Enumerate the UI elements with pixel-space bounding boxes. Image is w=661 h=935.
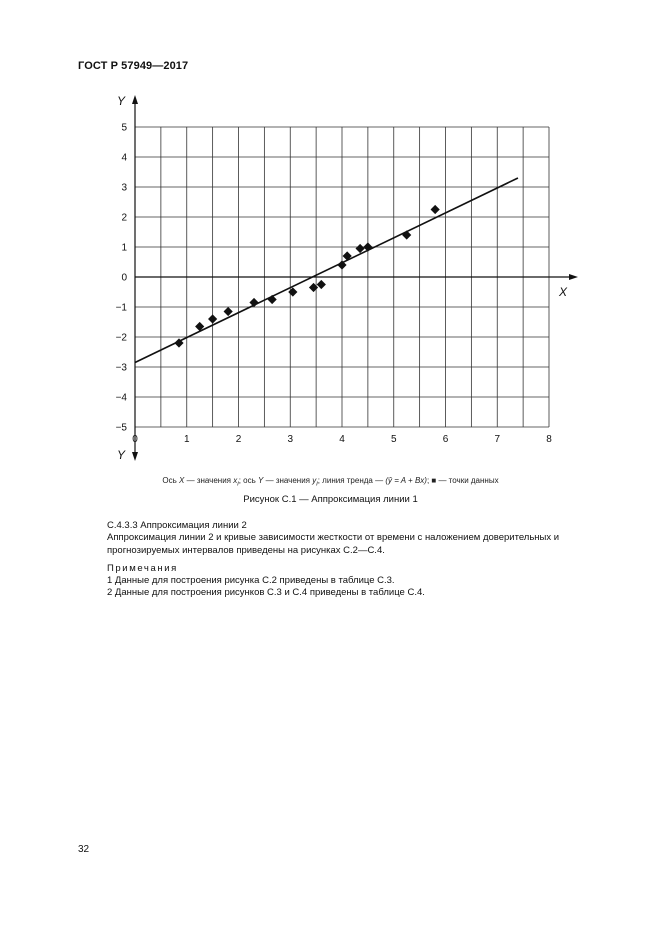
x-tick-label: 3 [287, 434, 294, 445]
trend-line-group [135, 178, 518, 363]
axes [132, 95, 578, 461]
legend-x-symbol: X [179, 476, 185, 485]
legend-yi-subscript: i [316, 480, 318, 488]
legend-formula: (ŷ = A + Bx) [385, 476, 427, 485]
data-point [208, 314, 217, 323]
trend-line [135, 178, 518, 363]
data-point [317, 280, 326, 289]
y-tick-label: 2 [121, 212, 127, 224]
axis-labels [117, 94, 568, 462]
section-heading: С.4.3.3 Аппроксимация линии 2 [107, 520, 247, 531]
y-tick-label: −1 [115, 302, 127, 314]
y-tick-label: −5 [115, 422, 127, 434]
note-item-2: 2 Данные для построения рисунков С.3 и С.4 приведены в таблице С.4. [107, 587, 425, 598]
x-tick-label: 1 [183, 434, 190, 445]
data-point [402, 230, 411, 239]
y-tick-label: 1 [121, 242, 127, 254]
x-tick-label: 0 [132, 434, 138, 445]
data-point [249, 298, 258, 307]
data-point [431, 205, 440, 214]
page-number: 32 [78, 844, 90, 855]
legend-xi-subscript: i [237, 480, 239, 488]
legend-text-1: Ось [162, 476, 180, 485]
data-point [268, 295, 277, 304]
y-axis-label-bottom: Y [116, 448, 125, 462]
data-points [174, 205, 439, 348]
legend-yi-symbol: y [312, 476, 317, 485]
data-point [363, 242, 372, 251]
y-axis-label-top: Y [116, 94, 125, 108]
note-item-1: 1 Данные для построения рисунка С.2 приведены в таблице С.3. [107, 575, 395, 586]
document-header: ГОСТ Р 57949—2017 [78, 60, 189, 72]
y-tick-label: 5 [121, 122, 127, 134]
legend-y-symbol: Y [258, 476, 264, 485]
y-tick-label: −2 [115, 332, 127, 344]
y-tick-label: −4 [115, 392, 127, 404]
x-tick-label: 2 [235, 434, 242, 445]
body-paragraph: Аппроксимация линии 2 и кривые зависимости жесткости от времени с наложением доверительных и прогнозируемых интервалов приведены на рисунках С.2—С.4. [107, 532, 560, 556]
legend-text-5: ; линия тренда — [317, 476, 386, 485]
x-tick-label: 6 [442, 434, 449, 445]
x-axis-label: X [559, 285, 568, 299]
y-tick-label: 3 [121, 182, 127, 194]
y-axis-arrow-up [132, 95, 138, 104]
figure-caption: Рисунок С.1 — Аппроксимация линии 1 [243, 494, 418, 505]
x-axis-arrow [569, 274, 578, 280]
x-tick-label: 8 [546, 434, 552, 445]
legend-text-2: — значения [184, 476, 234, 485]
x-tick-label: 7 [494, 434, 501, 445]
data-point [309, 283, 318, 292]
x-tick-label: 4 [339, 434, 345, 445]
notes-title: Примечания [107, 563, 178, 574]
y-tick-label: 0 [121, 272, 127, 284]
legend-text-6: ; ■ — точки данных [426, 476, 499, 485]
x-tick-label: 5 [390, 434, 397, 445]
figure-legend [0, 476, 661, 488]
y-axis-arrow-down [132, 452, 138, 461]
legend-xi-symbol: x [233, 476, 238, 485]
data-point [224, 307, 233, 316]
y-tick-label: 4 [121, 152, 127, 164]
legend-text-4: — значения [263, 476, 313, 485]
legend-text-3: ; ось [238, 476, 259, 485]
y-tick-label: −3 [115, 362, 127, 374]
